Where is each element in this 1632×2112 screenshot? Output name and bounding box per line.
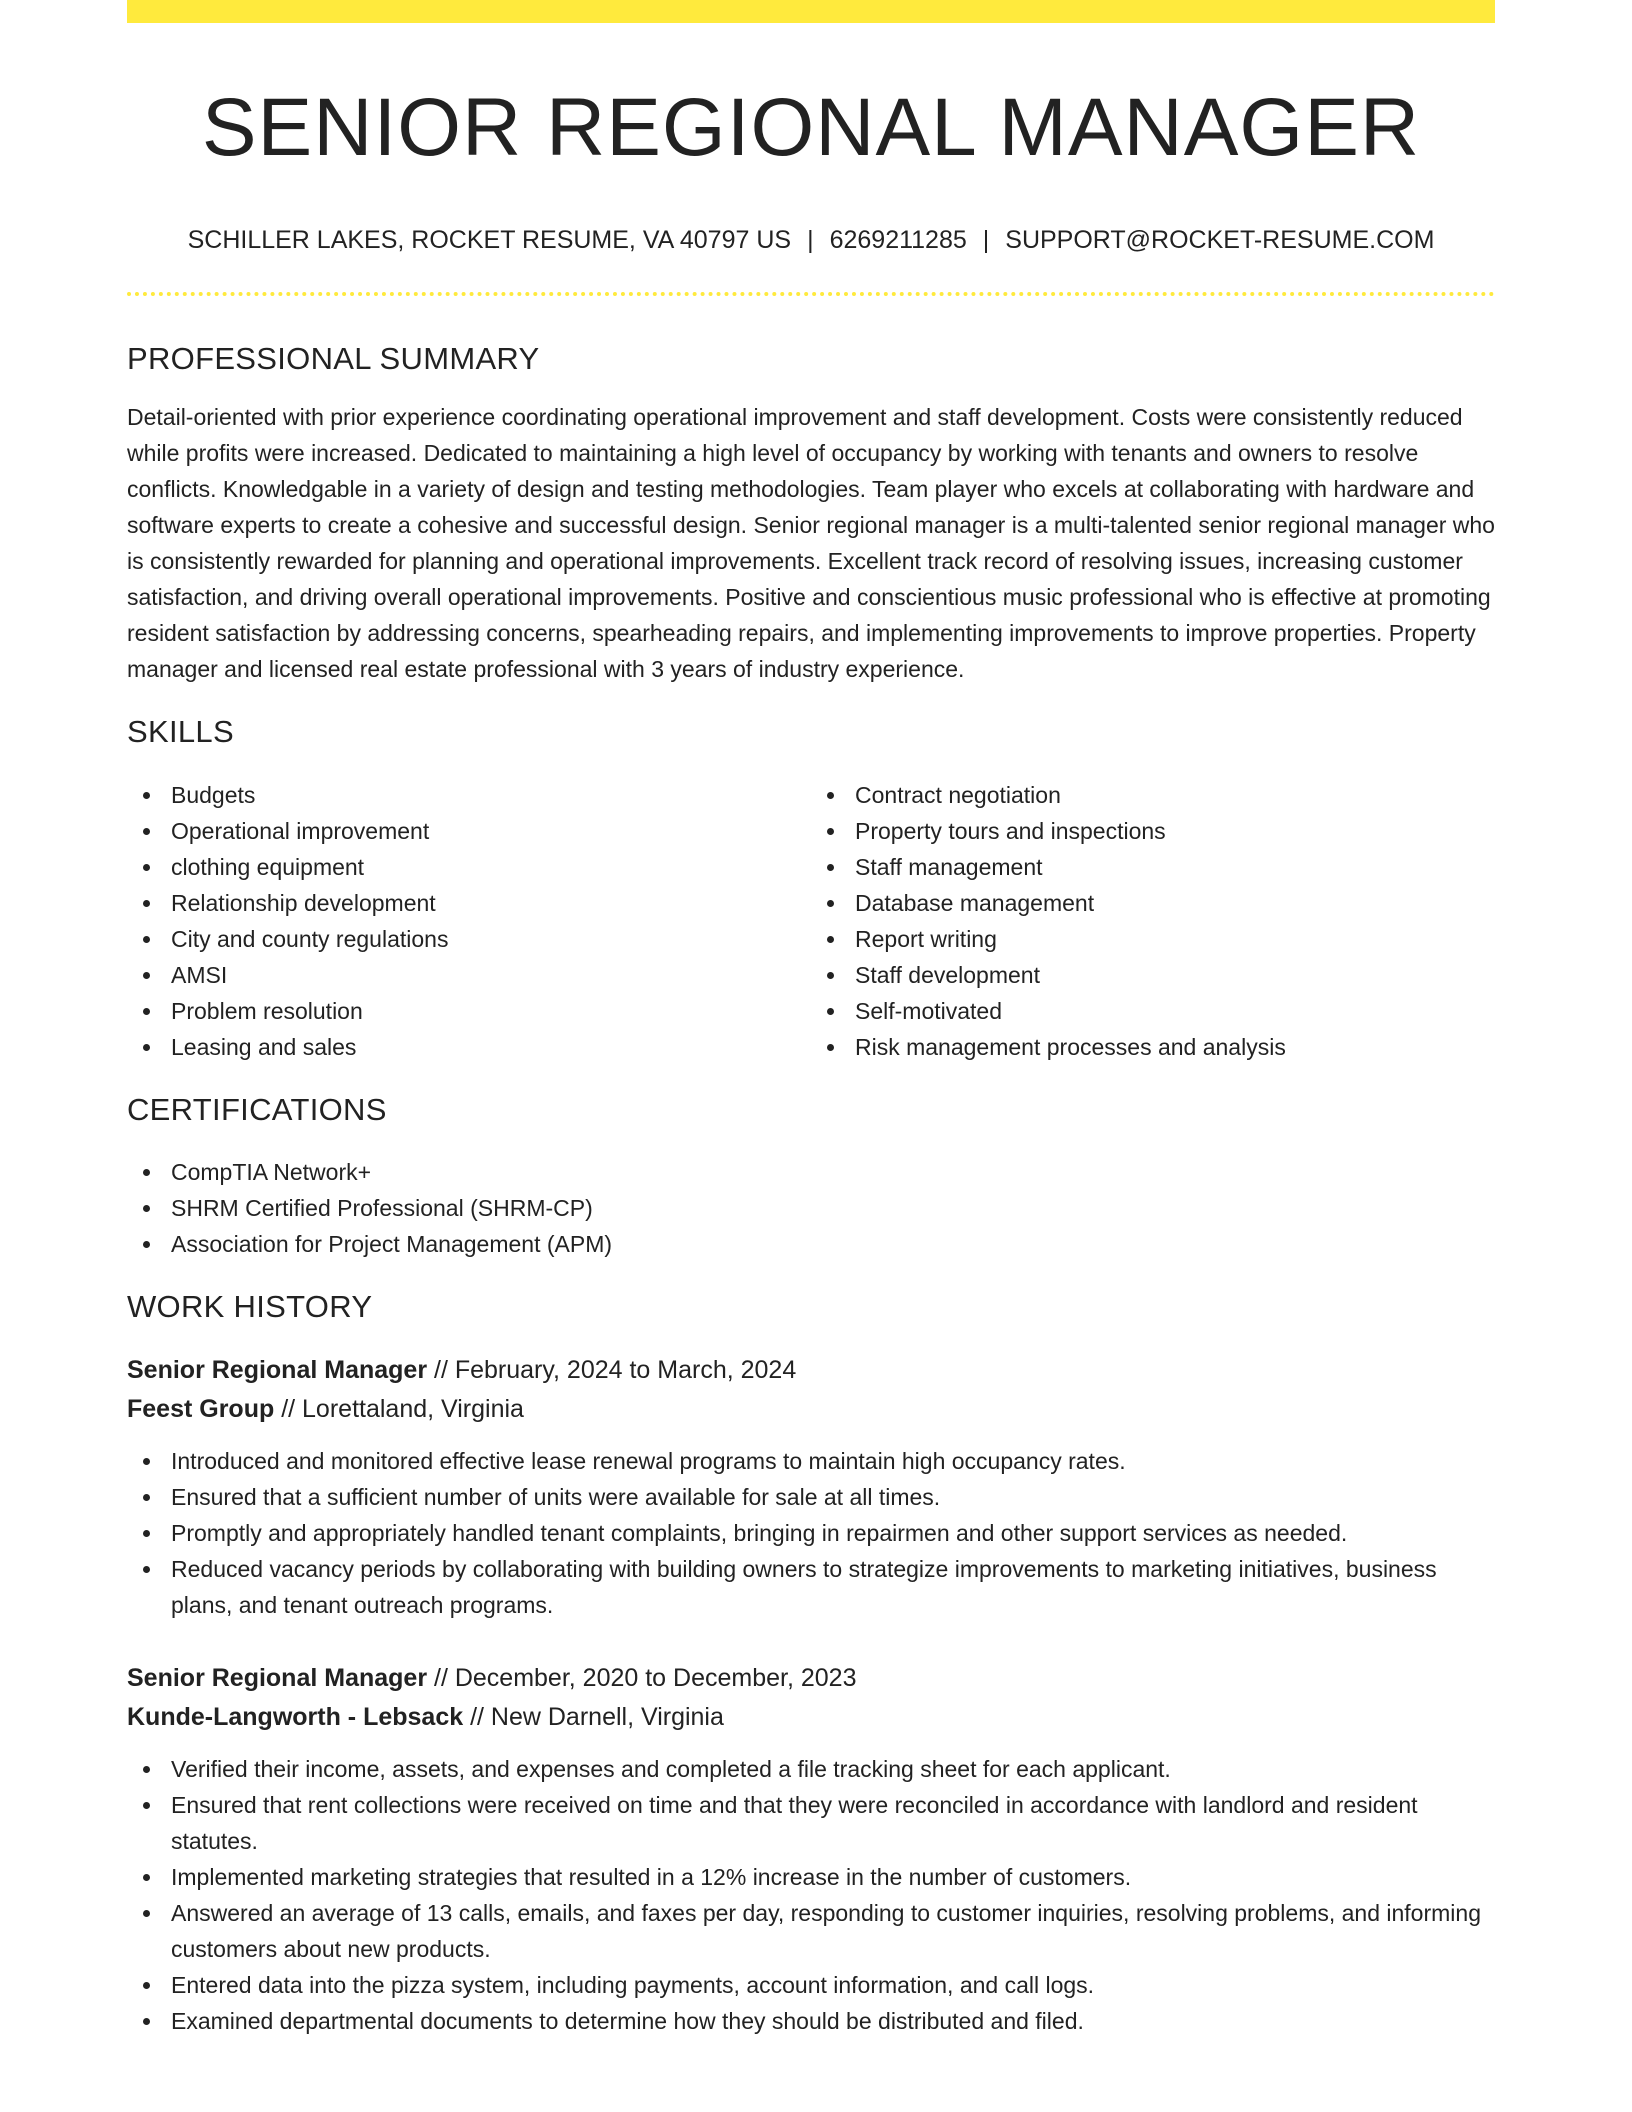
job-duty-item: Ensured that rent collections were received on time and that they were reconciled in accordance with landlord and resident statutes. xyxy=(127,1787,1495,1859)
skill-item: Self-motivated xyxy=(811,993,1495,1029)
job-duty-item: Entered data into the pizza system, including payments, account information, and call logs. xyxy=(127,1967,1495,2003)
job-role-line xyxy=(127,1351,1495,1390)
certification-item: Association for Project Management (APM) xyxy=(127,1226,1495,1262)
skills-column-right xyxy=(811,777,1495,1065)
skill-item: clothing equipment xyxy=(127,849,811,885)
summary-section-title: PROFESSIONAL SUMMARY xyxy=(127,341,540,377)
certifications-list xyxy=(127,1154,1495,1262)
skill-item: Database management xyxy=(811,885,1495,921)
certification-item: SHRM Certified Professional (SHRM-CP) xyxy=(127,1190,1495,1226)
job-duty-item: Reduced vacancy periods by collaborating with building owners to strategize improvements to marketing initiatives, business plans, and tenant outreach programs. xyxy=(127,1551,1495,1623)
job-company-line xyxy=(127,1698,1495,1737)
certifications-section-title: CERTIFICATIONS xyxy=(127,1091,387,1127)
job-location: // Lorettaland, Virginia xyxy=(274,1394,524,1423)
contact-phone: 6269211285 xyxy=(829,226,967,255)
skill-item: Operational improvement xyxy=(127,813,811,849)
job-role: Senior Regional Manager xyxy=(127,1663,428,1692)
job-duty-item: Ensured that a sufficient number of units were available for sale at all times. xyxy=(127,1479,1495,1515)
resume-page xyxy=(127,0,1495,2039)
skill-item: Relationship development xyxy=(127,885,811,921)
job-duty-item: Implemented marketing strategies that resulted in a 12% increase in the number of customers. xyxy=(127,1859,1495,1895)
summary-text: Detail-oriented with prior experience coordinating operational improvement and staff development. Costs were consistently reduced while profits were increased. Dedicated to maintaining a high level of occupancy by working with tenants and owners to resolve conflicts. Knowledgable in a variety of design and testing methodologies. Team player who excels at collaborating with hardware and software experts to create a cohesive and successful design. Senior regional manager is a multi-talented senior regional manager who is consistently rewarded for planning and operational improvements. Excellent track record of resolving issues, increasing customer satisfaction, and driving overall operational improvements. Positive and conscientious music professional who is effective at promoting resident satisfaction by addressing concerns, spearheading repairs, and implementing improvements to improve properties. Property manager and licensed real estate professional with 3 years of industry experience. xyxy=(127,404,1495,683)
skills-section-title: SKILLS xyxy=(127,714,234,750)
job-company: Kunde-Langworth - Lebsack xyxy=(127,1702,464,1731)
header-divider xyxy=(127,292,1495,296)
job-entry xyxy=(127,1351,1495,1623)
contact-separator: | xyxy=(982,226,990,255)
contact-line xyxy=(127,225,1495,255)
job-duty-item: Verified their income, assets, and expenses and completed a file tracking sheet for each applicant. xyxy=(127,1751,1495,1787)
job-dates: // December, 2020 to December, 2023 xyxy=(427,1663,857,1692)
skill-item: City and county regulations xyxy=(127,921,811,957)
skill-item: Contract negotiation xyxy=(811,777,1495,813)
skill-item: AMSI xyxy=(127,957,811,993)
skills-list-right xyxy=(811,777,1495,1065)
skill-item: Budgets xyxy=(127,777,811,813)
job-duty-item: Promptly and appropriately handled tenant complaints, bringing in repairmen and other support services as needed. xyxy=(127,1515,1495,1551)
job-company: Feest Group xyxy=(127,1394,275,1423)
job-role-line xyxy=(127,1659,1495,1698)
skill-item: Leasing and sales xyxy=(127,1029,811,1065)
job-duty-item: Examined departmental documents to determine how they should be distributed and filed. xyxy=(127,2003,1495,2039)
contact-address: SCHILLER LAKES, ROCKET RESUME, VA 40797 US xyxy=(187,226,792,255)
job-dates: // February, 2024 to March, 2024 xyxy=(427,1355,797,1384)
job-duties-list xyxy=(127,1443,1495,1623)
contact-separator: | xyxy=(807,226,814,255)
skills-column-left xyxy=(127,777,811,1065)
job-role: Senior Regional Manager xyxy=(127,1355,428,1384)
top-accent-bar xyxy=(127,0,1495,23)
skill-item: Staff management xyxy=(811,849,1495,885)
skill-item: Property tours and inspections xyxy=(811,813,1495,849)
work-history-section-title: WORK HISTORY xyxy=(127,1288,373,1324)
job-location: // New Darnell, Virginia xyxy=(463,1702,724,1731)
skill-item: Problem resolution xyxy=(127,993,811,1029)
job-duties-list xyxy=(127,1751,1495,2039)
skill-item: Staff development xyxy=(811,957,1495,993)
job-duty-item: Introduced and monitored effective lease renewal programs to maintain high occupancy rates. xyxy=(127,1443,1495,1479)
job-duty-item: Answered an average of 13 calls, emails, and faxes per day, responding to customer inquiries, resolving problems, and informing customers about new products. xyxy=(127,1895,1495,1967)
job-company-line xyxy=(127,1390,1495,1429)
skills-list-left xyxy=(127,777,811,1065)
contact-email: SUPPORT@ROCKET-RESUME.COM xyxy=(1005,226,1435,255)
skills-columns xyxy=(127,777,1495,1065)
skill-item: Report writing xyxy=(811,921,1495,957)
certification-item: CompTIA Network+ xyxy=(127,1154,1495,1190)
resume-name-heading: SENIOR REGIONAL MANAGER xyxy=(201,82,1421,173)
job-entry xyxy=(127,1659,1495,2039)
skill-item: Risk management processes and analysis xyxy=(811,1029,1495,1065)
